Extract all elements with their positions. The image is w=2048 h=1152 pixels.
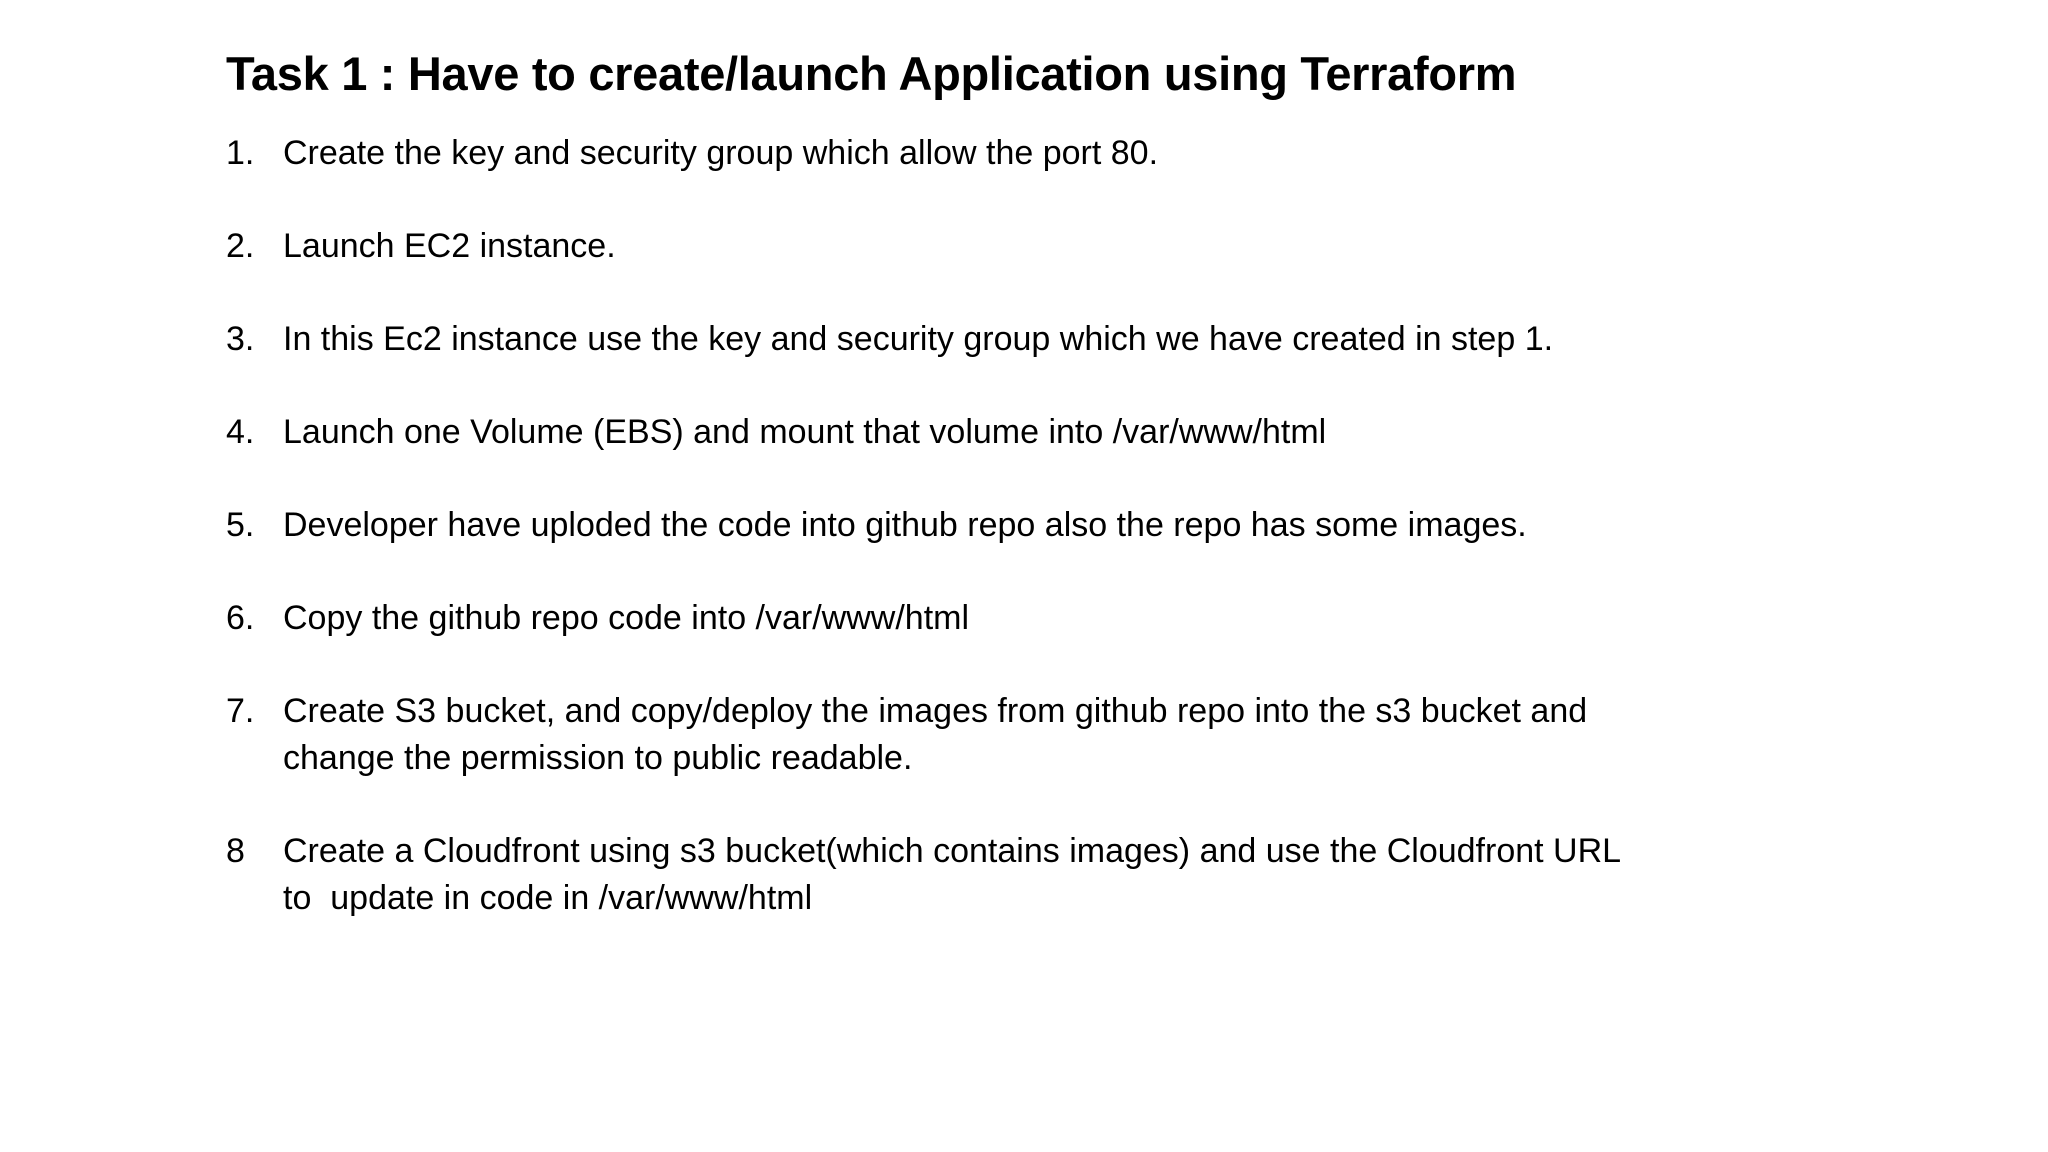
- list-item: [226, 688, 1726, 782]
- slide-title: Task 1 : Have to create/launch Application using Terraform: [226, 47, 1517, 100]
- item-number: 2.: [226, 227, 255, 265]
- list-item: [226, 316, 1726, 363]
- item-text: [283, 502, 1726, 549]
- item-line: Create the key and security group which allow the port 80.: [283, 134, 1159, 172]
- list-item: [226, 130, 1726, 177]
- item-text: [283, 223, 1726, 270]
- item-line: Create a Cloudfront using s3 bucket(which contains images) and use the Cloudfront URL: [283, 832, 1622, 870]
- item-number: 3.: [226, 320, 255, 358]
- item-number: 4.: [226, 413, 255, 451]
- item-line: Launch EC2 instance.: [283, 227, 616, 265]
- item-line: Developer have uploded the code into github repo also the repo has some images.: [283, 506, 1527, 544]
- item-number: 8: [226, 832, 245, 870]
- list-item: [226, 223, 1726, 270]
- item-text: [283, 316, 1726, 363]
- item-number: 1.: [226, 134, 255, 172]
- item-number: 7.: [226, 692, 255, 730]
- item-text: [283, 688, 1726, 782]
- item-line: Copy the github repo code into /var/www/html: [283, 599, 970, 637]
- item-number: 5.: [226, 506, 255, 544]
- item-text: [283, 130, 1726, 177]
- list-item: [226, 595, 1726, 642]
- task-list: [226, 130, 1726, 968]
- item-number: 6.: [226, 599, 255, 637]
- item-text: [283, 828, 1726, 922]
- item-line: Create S3 bucket, and copy/deploy the images from github repo into the s3 bucket and: [283, 692, 1588, 730]
- list-item: [226, 828, 1726, 922]
- item-line: change the permission to public readable.: [283, 739, 913, 777]
- item-line: to update in code in /var/www/html: [283, 879, 813, 917]
- item-line: Launch one Volume (EBS) and mount that volume into /var/www/html: [283, 413, 1327, 451]
- list-item: [226, 502, 1726, 549]
- item-line: In this Ec2 instance use the key and security group which we have created in step 1.: [283, 320, 1554, 358]
- list-item: [226, 409, 1726, 456]
- item-text: [283, 595, 1726, 642]
- item-text: [283, 409, 1726, 456]
